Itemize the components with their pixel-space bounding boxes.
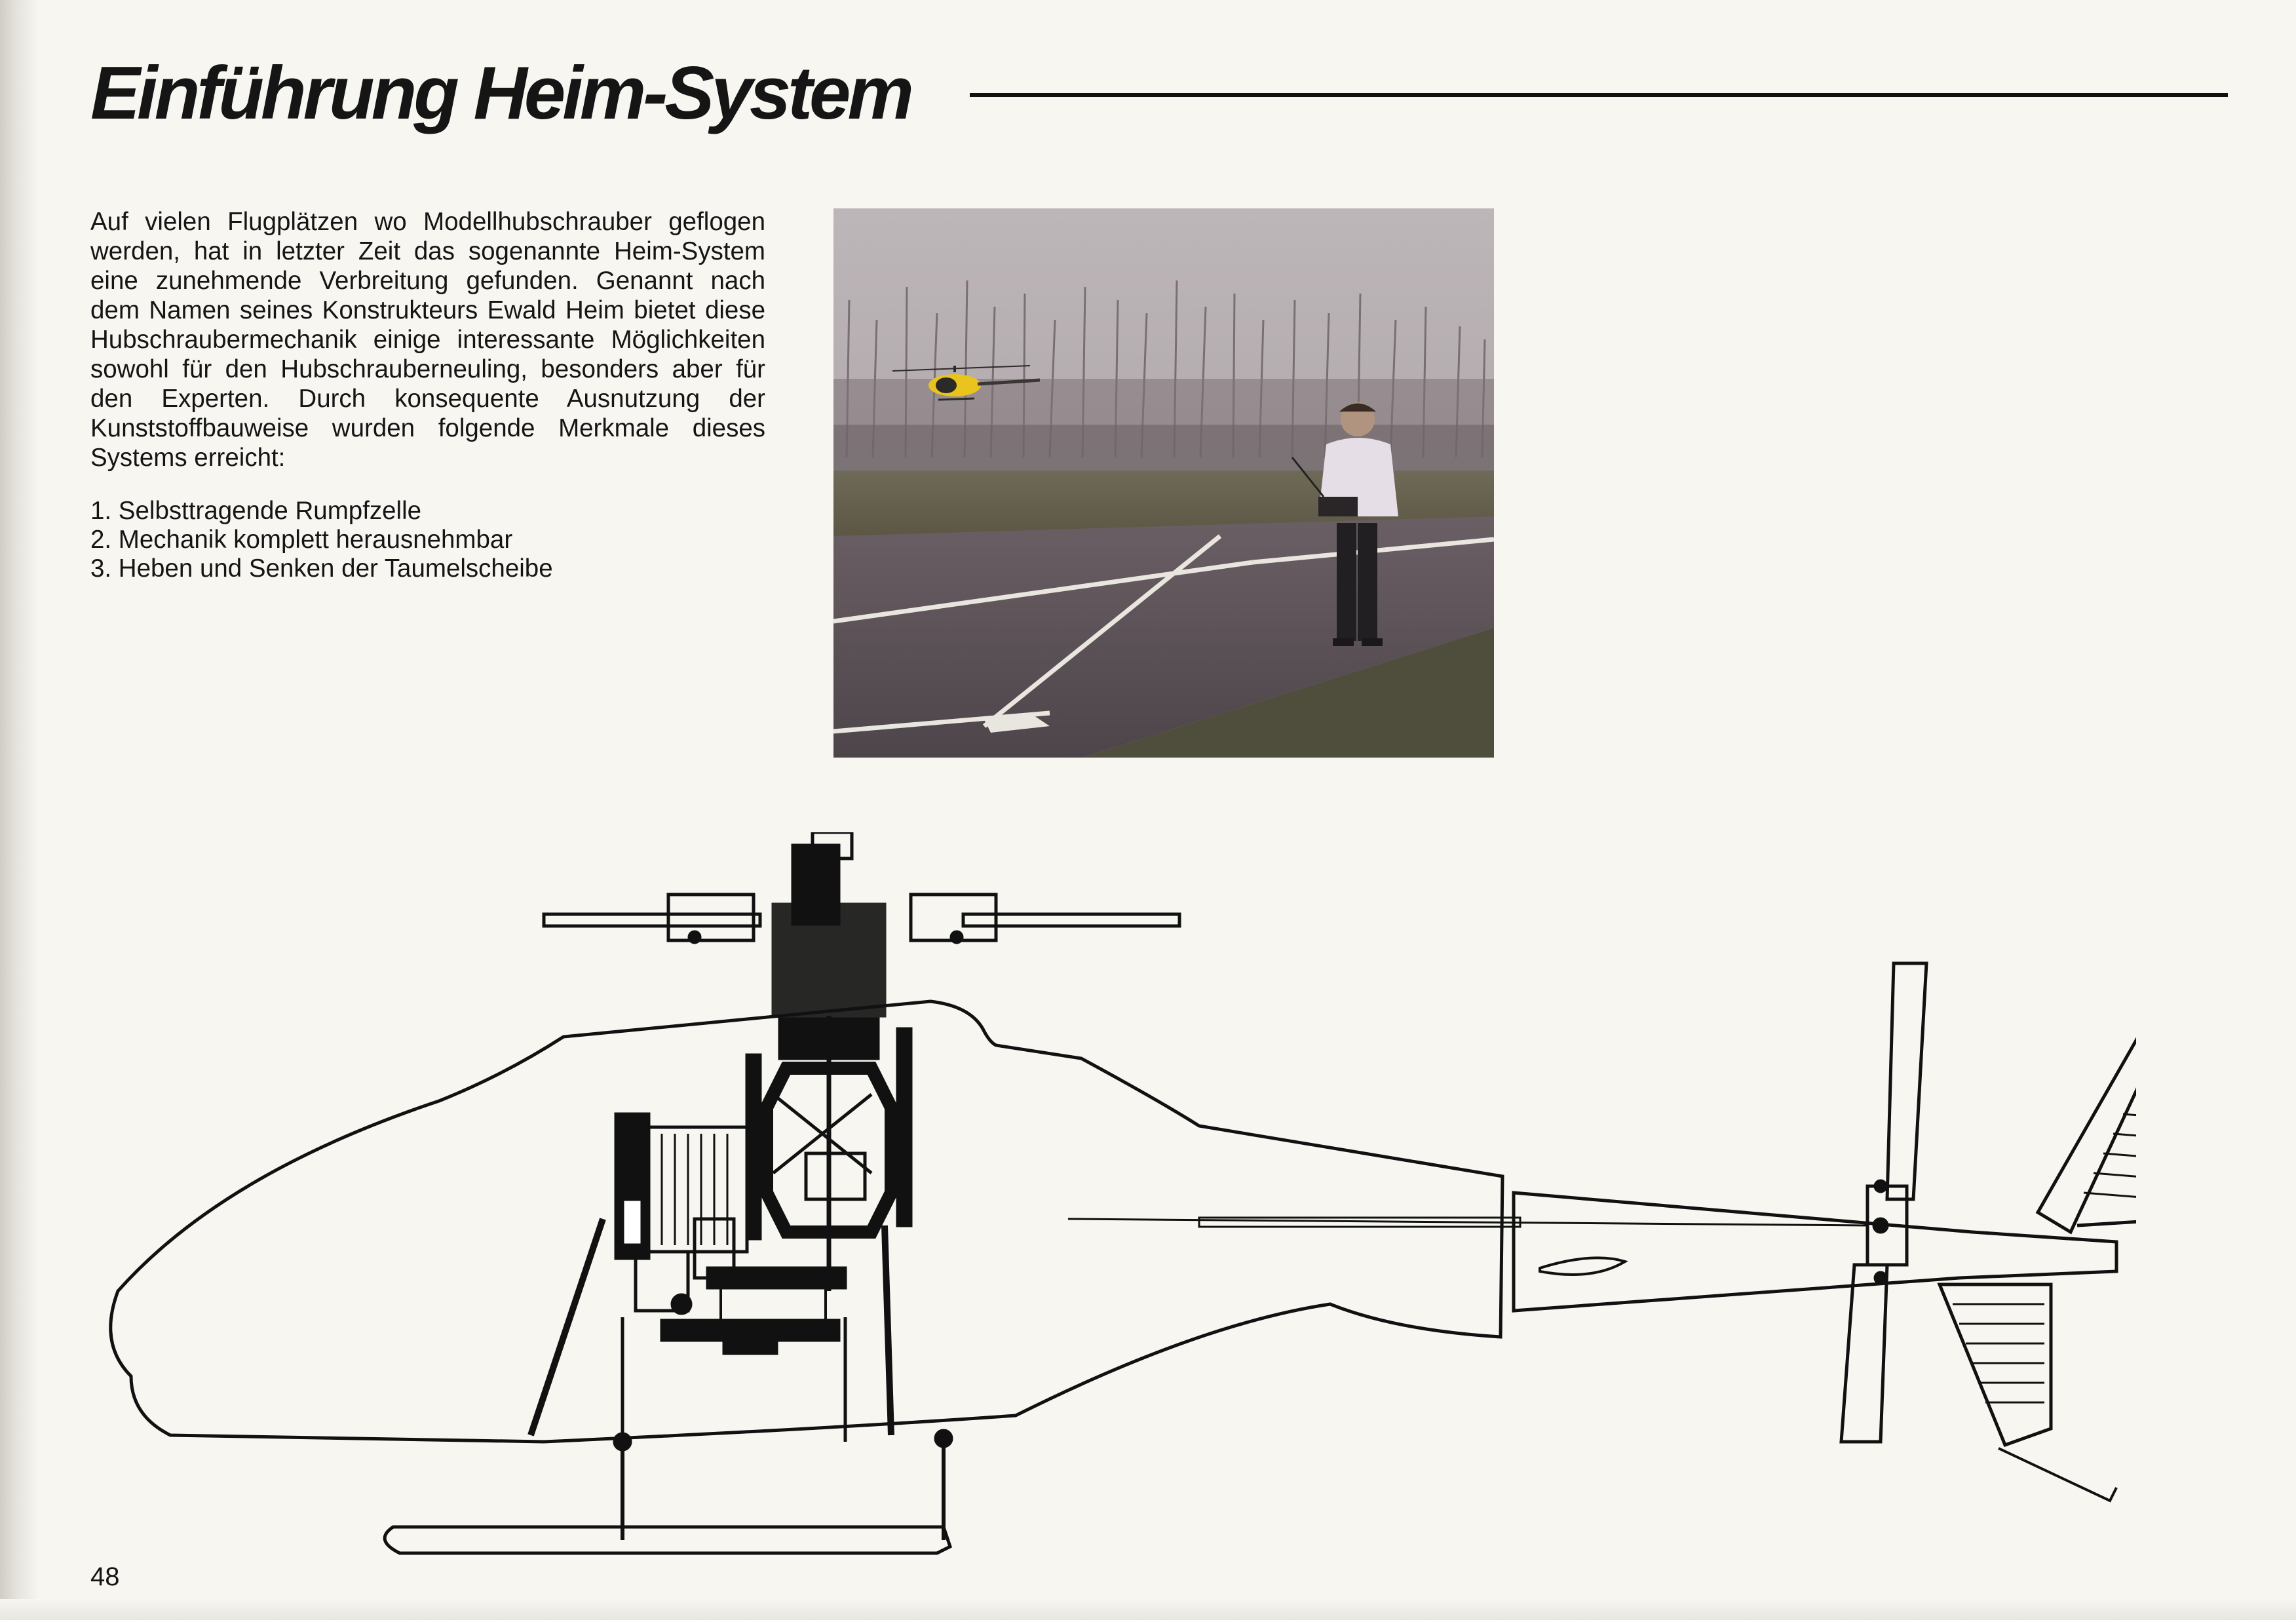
feature-list [90,497,765,583]
pilot-photo-illustration [833,208,1494,758]
main-rotor-head [544,832,1179,1016]
lower-fin [1940,1284,2051,1445]
page-title: Einführung Heim-System [90,52,911,135]
tail-skid [1999,1448,2116,1501]
feature-item-2: 2. Mechanik komplett herausnehmbar [90,526,513,554]
lower-assembly [622,1252,845,1442]
landing-gear [385,1431,951,1553]
pilot-photo [833,208,1494,758]
page-edge [0,1599,2296,1620]
tail-rotor [1841,963,1926,1442]
page-number: 48 [90,1562,120,1591]
intro-paragraph: Auf vielen Flugplätzen wo Modellhubschrauber geflogen werden, hat in letzter Zeit das sogenannte Heim-System eine zunehmende Verbreitung gefunden. Genannt nach dem Namen seines Konstrukteurs Ewald Heim bietet diese Hubschraubermechanik einige interessante Möglichkeiten sowohl für den Hubschrauberneuling, besonders aber für den Experten. Durch konsequente Ausnutzung der Kunststoffbauweise wurden folgende Merkmale dieses Systems erreicht: [90,208,765,472]
title-rule [970,93,2228,97]
binding-shadow [0,0,39,1620]
vertical-fin [2038,937,2136,1232]
feature-item-3: 3. Heben und Senken der Taumelscheibe [90,554,553,583]
feature-item-1: 1. Selbsttragende Rumpfzelle [90,497,422,525]
tail-boom [1514,1193,2116,1311]
helicopter-drawing [85,832,2136,1566]
